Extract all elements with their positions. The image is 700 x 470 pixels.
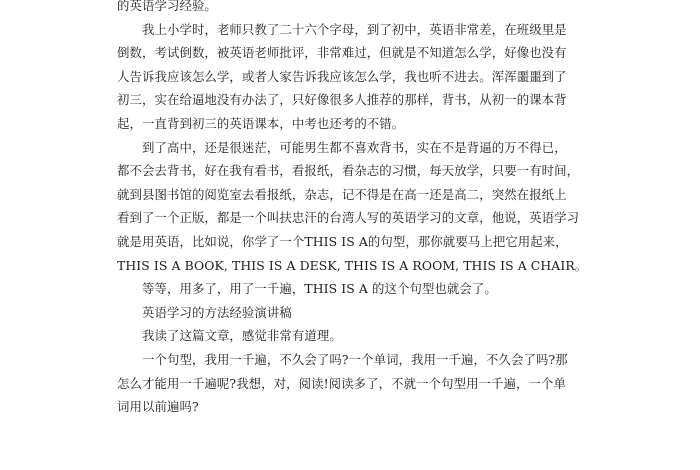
text-line: 倒数，考试倒数，被英语老师批评，非常难过，但就是不知道怎么学，好像也没有 <box>117 45 567 61</box>
text-line: 到了高中，还是很迷茫，可能男生都不喜欢背书，实在不是背逼的万不得已， <box>142 139 567 155</box>
text-line: 英语学习的方法经验演讲稿 <box>142 304 292 320</box>
text-line: 等等，用多了，用了一千遍，THIS IS A 的这个句型也就会了。 <box>142 281 497 297</box>
text-line: 一个句型，我用一千遍，不久会了吗?一个单词，我用一千遍，不久会了吗?那 <box>142 351 568 367</box>
text-line: 起，一直背到初三的英语课本，中考也还考的不错。 <box>117 115 405 131</box>
text-line: 人告诉我应该怎么学，或者人家告诉我应该怎么学，我也听不进去。浑浑噩噩到了 <box>117 68 567 84</box>
text-line: 就是用英语，比如说，你学了一个THIS IS A的句型，那你就要马上把它用起来， <box>117 233 568 249</box>
text-line: 就到县图书馆的阅览室去看报纸，杂志，记不得是在高一还是高二，突然在报纸上 <box>117 186 567 202</box>
text-line: 都不会去背书，好在我有看书，看报纸，看杂志的习惯，每天放学，只要一有时间， <box>117 163 580 179</box>
text-line: 我上小学时，老师只教了二十六个字母，到了初中，英语非常差，在班级里是 <box>142 21 567 37</box>
text-line: 初三，实在给逼地没有办法了，只好像很多人推荐的那样，背书，从初一的课本背 <box>117 92 567 108</box>
text-line: 我读了这篇文章，感觉非常有道理。 <box>142 328 342 344</box>
body-text <box>117 0 587 419</box>
text-line: THIS IS A BOOK, THIS IS A DESK, THIS IS A ROOM, THIS IS A CHAIR。 <box>117 257 587 273</box>
text-line: 看到了一个正版，都是一个叫扶忠汗的台湾人写的英语学习的文章，他说，英语学习 <box>117 210 580 226</box>
text-line: 的英语学习经验。 <box>117 0 217 13</box>
text-line: 怎么才能用一千遍呢?我想，对，阅读!阅读多了，不就一个句型用一千遍，一个单 <box>117 375 566 391</box>
text-line: 词用以前遍吗? <box>117 399 199 415</box>
